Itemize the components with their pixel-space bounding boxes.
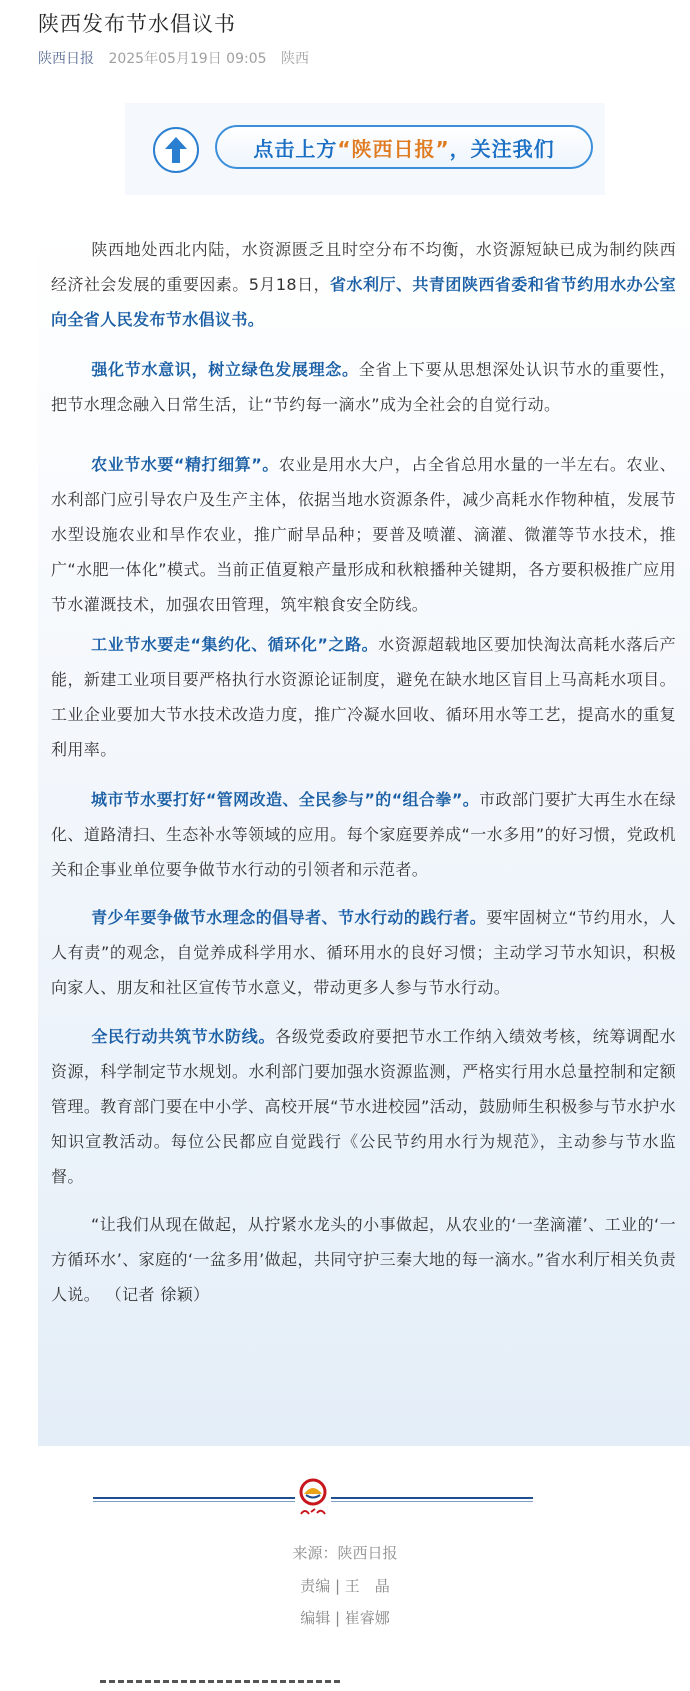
paragraph-lead: 全民行动共筑节水防线。 xyxy=(91,1027,276,1046)
follow-account-highlight: “陕西日报” xyxy=(337,136,450,161)
paragraph-city xyxy=(51,782,676,887)
account-name-link[interactable]: 陕西日报 xyxy=(38,51,94,67)
paragraph-awareness xyxy=(51,352,676,422)
paragraph-industry xyxy=(51,627,676,767)
article-meta xyxy=(38,48,309,68)
footer-editor-2: 编辑 | 崔睿娜 xyxy=(300,1609,390,1627)
paragraph-text: “让我们从现在做起，从拧紧水龙头的小事做起，从农业的‘一垄滴灌’、工业的‘一方循环水’、家庭的‘一盆多用’做起，共同守护三秦大地的每一滴水。”省水利厅相关负责人说。 （记者 徐颖） xyxy=(51,1215,676,1304)
next-content-edge xyxy=(100,1680,340,1691)
paragraph-text: 农业是用水大户，占全省总用水量的一半左右。农业、水利部门应引导农户及生产主体，依据当地水资源条件，减少高耗水作物种植，发展节水型设施农业和旱作农业，推广耐旱品种；要普及喷灌、滴灌、微灌等节水技术，推广“水肥一体化”模式。当前正值夏粮产量形成和秋粮播种关键期，各方要积极推广应用节水灌溉技术，加强农田管理，筑牢粮食安全防线。 xyxy=(51,455,676,614)
paragraph-text: 各级党委政府要把节水工作纳入绩效考核，统筹调配水资源，科学制定节水规划。水利部门要加强水资源监测，严格实行用水总量控制和定额管理。教育部门要在中小学、高校开展“节水进校园”活动，鼓励师生积极参与节水护水知识宣教活动。每位公民都应自觉践行《公民节约用水行为规范》，主动参与节水监督。 xyxy=(51,1027,676,1186)
paragraph-quote xyxy=(51,1207,676,1312)
paragraph-lead: 城市节水要打好“管网改造、全民参与”的“组合拳”。 xyxy=(91,790,480,809)
follow-suffix: ，关注我们 xyxy=(449,136,555,161)
paragraph-intro xyxy=(51,232,676,337)
paragraph-bold-tail: 省水利厅、共青团陕西省委和省节约用水办公室向全省人民发布节水倡议书。 xyxy=(51,275,676,329)
article-title: 陕西发布节水倡议书 xyxy=(38,12,236,36)
paragraph-text: 水资源超载地区要加快淘汰高耗水落后产能，新建工业项目要严格执行水资源论证制度，避免在缺水地区盲目上马高耗水项目。工业企业要加大节水技术改造力度，推广冷凝水回收、循环用水等工艺，提高水的重复利用率。 xyxy=(51,635,676,759)
paragraph-text: 要牢固树立“节约用水，人人有责”的观念，自觉养成科学用水、循环用水的良好习惯；主动学习节水知识，积极向家人、朋友和社区宣传节水意义，带动更多人参与节水行动。 xyxy=(51,908,676,997)
publish-date: 2025年05月19日 09:05 xyxy=(108,51,267,67)
paragraph-agriculture xyxy=(51,447,676,622)
paragraph-youth xyxy=(51,900,676,1005)
paragraph-lead: 农业节水要“精打细算”。 xyxy=(91,455,279,474)
follow-banner[interactable] xyxy=(125,103,605,195)
article-body xyxy=(38,222,690,1446)
paragraph-text: 市政部门要扩大再生水在绿化、道路清扫、生态补水等领域的应用。每个家庭要养成“一水多用”的好习惯，党政机关和企事业单位要争做节水行动的引领者和示范者。 xyxy=(51,790,676,879)
publish-region: 陕西 xyxy=(280,51,309,67)
follow-prefix: 点击上方 xyxy=(253,136,338,161)
paragraph-text: 陕西地处西北内陆，水资源匮乏且时空分布不均衡，水资源短缺已成为制约陕西经济社会发展的重要因素。5月18日， xyxy=(51,240,676,294)
newspaper-logo-icon xyxy=(295,1478,331,1522)
paragraph-lead: 强化节水意识，树立绿色发展理念。 xyxy=(91,360,359,379)
paragraph-lead: 工业节水要走“集约化、循环化”之路。 xyxy=(91,635,379,654)
paragraph-lead: 青少年要争做节水理念的倡导者、节水行动的践行者。 xyxy=(91,908,487,927)
paragraph-text: 全省上下要从思想深处认识节水的重要性，把节水理念融入日常生活，让“节约每一滴水”成为全社会的自觉行动。 xyxy=(51,360,676,414)
follow-us-pill[interactable] xyxy=(215,125,593,169)
footer-editor: 责编 | 王 晶 xyxy=(300,1577,390,1595)
footer-source: 来源：陕西日报 xyxy=(292,1544,398,1562)
paragraph-all-people xyxy=(51,1019,676,1194)
arrow-up-icon xyxy=(153,127,199,173)
